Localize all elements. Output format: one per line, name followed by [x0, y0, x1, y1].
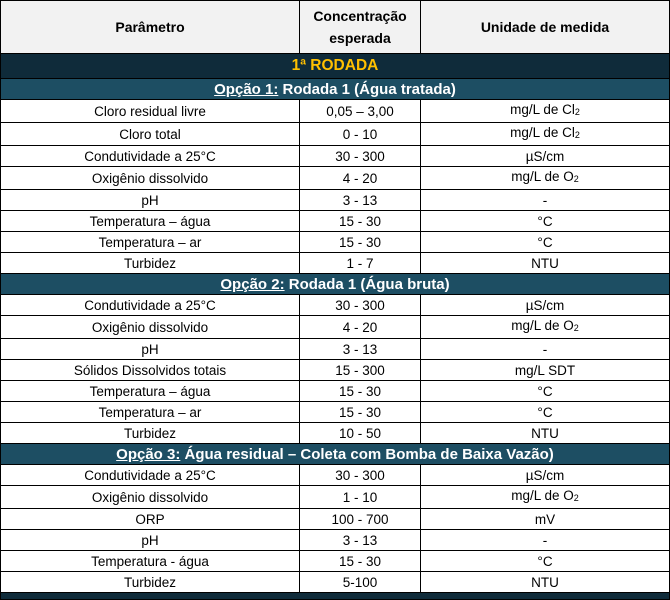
unit-cell	[421, 360, 670, 381]
table-row	[1, 509, 670, 530]
unit-text: °C	[537, 234, 553, 250]
concentration-cell: 15 - 30	[300, 232, 421, 253]
unit-subscript: 2	[574, 107, 580, 117]
param-cell: Cloro total	[1, 123, 300, 146]
unit-cell	[421, 146, 670, 167]
table-row	[1, 486, 670, 509]
table-row	[1, 530, 670, 551]
table-row	[1, 167, 670, 190]
table-row	[1, 402, 670, 423]
unit-text: NTU	[531, 255, 559, 271]
param-cell: Temperatura – água	[1, 381, 300, 402]
param-cell: Turbidez	[1, 423, 300, 444]
table-row	[1, 339, 670, 360]
table-row	[1, 100, 670, 123]
param-cell: Condutividade a 25°C	[1, 295, 300, 316]
concentration-cell: 0 - 10	[300, 123, 421, 146]
header-concentration: Concentração esperada	[300, 1, 421, 54]
table-row	[1, 211, 670, 232]
table-row	[1, 381, 670, 402]
concentration-cell: 15 - 300	[300, 360, 421, 381]
unit-cell	[421, 509, 670, 530]
param-cell: Sólidos Dissolvidos totais	[1, 360, 300, 381]
unit-subscript: 2	[573, 493, 579, 503]
unit-cell	[421, 530, 670, 551]
param-cell: Condutividade a 25°C	[1, 146, 300, 167]
unit-text: mV	[534, 511, 556, 527]
param-cell: Temperatura – ar	[1, 232, 300, 253]
table-row	[1, 190, 670, 211]
concentration-cell: 30 - 300	[300, 146, 421, 167]
param-cell: Cloro residual livre	[1, 100, 300, 123]
param-cell: Temperatura – água	[1, 211, 300, 232]
table-row	[1, 572, 670, 593]
table-row	[1, 423, 670, 444]
table-row	[1, 295, 670, 316]
table-row	[1, 360, 670, 381]
table-row	[1, 253, 670, 274]
table-row	[1, 123, 670, 146]
param-cell: Oxigênio dissolvido	[1, 486, 300, 509]
concentration-cell: 5-100	[300, 572, 421, 593]
unit-text: mg/L de O	[511, 318, 574, 333]
section-prefix: Opção 3:	[116, 445, 181, 463]
footer-band-cell	[1, 593, 670, 600]
concentration-cell: 15 - 30	[300, 381, 421, 402]
unit-cell	[421, 402, 670, 423]
concentration-cell: 3 - 13	[300, 530, 421, 551]
concentration-cell: 4 - 20	[300, 316, 421, 339]
unit-subscript: 2	[574, 130, 580, 140]
unit-text: °C	[537, 213, 553, 229]
unit-text: mg/L de O	[511, 169, 574, 184]
table-footer-band	[1, 593, 670, 600]
param-cell: pH	[1, 530, 300, 551]
unit-text: µS/cm	[525, 297, 565, 313]
concentration-cell: 15 - 30	[300, 211, 421, 232]
section-title-text: Rodada 1 (Água bruta)	[284, 275, 450, 293]
concentration-cell: 1 - 10	[300, 486, 421, 509]
unit-cell	[421, 551, 670, 572]
concentration-cell: 30 - 300	[300, 465, 421, 486]
header-param: Parâmetro	[1, 1, 300, 54]
table-header-row	[1, 1, 670, 54]
table-row	[1, 551, 670, 572]
unit-subscript: 2	[573, 174, 579, 184]
header-unit: Unidade de medida	[421, 1, 670, 54]
unit-text: NTU	[531, 425, 559, 441]
unit-cell	[421, 572, 670, 593]
unit-cell	[421, 423, 670, 444]
param-cell: ORP	[1, 509, 300, 530]
section-title-row	[1, 274, 670, 295]
section-title-text: Água residual – Coleta com Bomba de Baixa Vazão)	[180, 445, 554, 463]
param-cell: Temperatura - água	[1, 551, 300, 572]
unit-text: µS/cm	[525, 467, 565, 483]
section-title	[1, 79, 670, 100]
unit-cell	[421, 253, 670, 274]
param-cell: Condutividade a 25°C	[1, 465, 300, 486]
unit-cell	[421, 316, 670, 339]
round-title: 1ª RODADA	[1, 54, 670, 79]
concentration-cell: 10 - 50	[300, 423, 421, 444]
concentration-cell: 30 - 300	[300, 295, 421, 316]
unit-text: µS/cm	[525, 148, 565, 164]
concentration-cell: 100 - 700	[300, 509, 421, 530]
concentration-cell: 15 - 30	[300, 551, 421, 572]
concentration-cell: 3 - 13	[300, 339, 421, 360]
unit-cell	[421, 211, 670, 232]
param-cell: Turbidez	[1, 253, 300, 274]
unit-text: °C	[537, 383, 553, 399]
table-row	[1, 232, 670, 253]
param-cell: pH	[1, 339, 300, 360]
unit-cell	[421, 190, 670, 211]
param-cell: Turbidez	[1, 572, 300, 593]
concentration-cell: 3 - 13	[300, 190, 421, 211]
unit-text: °C	[537, 553, 553, 569]
table-row	[1, 465, 670, 486]
section-title	[1, 444, 670, 465]
concentration-cell: 15 - 30	[300, 402, 421, 423]
unit-cell	[421, 295, 670, 316]
param-cell: Oxigênio dissolvido	[1, 316, 300, 339]
concentration-cell: 4 - 20	[300, 167, 421, 190]
param-cell: Oxigênio dissolvido	[1, 167, 300, 190]
section-title-text: Rodada 1 (Água tratada)	[278, 80, 456, 98]
unit-text: -	[542, 341, 548, 357]
section-title-row	[1, 444, 670, 465]
unit-cell	[421, 381, 670, 402]
unit-cell	[421, 232, 670, 253]
section-prefix: Opção 2:	[220, 275, 285, 293]
unit-text: °C	[537, 404, 553, 420]
unit-text: mg/L de O	[511, 488, 574, 503]
unit-cell	[421, 465, 670, 486]
unit-cell	[421, 486, 670, 509]
unit-subscript: 2	[573, 323, 579, 333]
unit-cell	[421, 339, 670, 360]
unit-cell	[421, 167, 670, 190]
unit-text: mg/L de Cl	[510, 125, 575, 140]
param-cell: Temperatura – ar	[1, 402, 300, 423]
unit-text: -	[542, 192, 548, 208]
unit-text: NTU	[531, 574, 559, 590]
unit-text: mg/L SDT	[514, 362, 576, 378]
section-prefix: Opção 1:	[214, 80, 279, 98]
section-title	[1, 274, 670, 295]
unit-cell	[421, 100, 670, 123]
round-title-row	[1, 54, 670, 79]
concentration-cell: 0,05 – 3,00	[300, 100, 421, 123]
unit-text: -	[542, 532, 548, 548]
param-cell: pH	[1, 190, 300, 211]
table-row	[1, 146, 670, 167]
table-row	[1, 316, 670, 339]
unit-cell	[421, 123, 670, 146]
section-title-row	[1, 79, 670, 100]
unit-text: mg/L de Cl	[510, 102, 575, 117]
concentration-cell: 1 - 7	[300, 253, 421, 274]
